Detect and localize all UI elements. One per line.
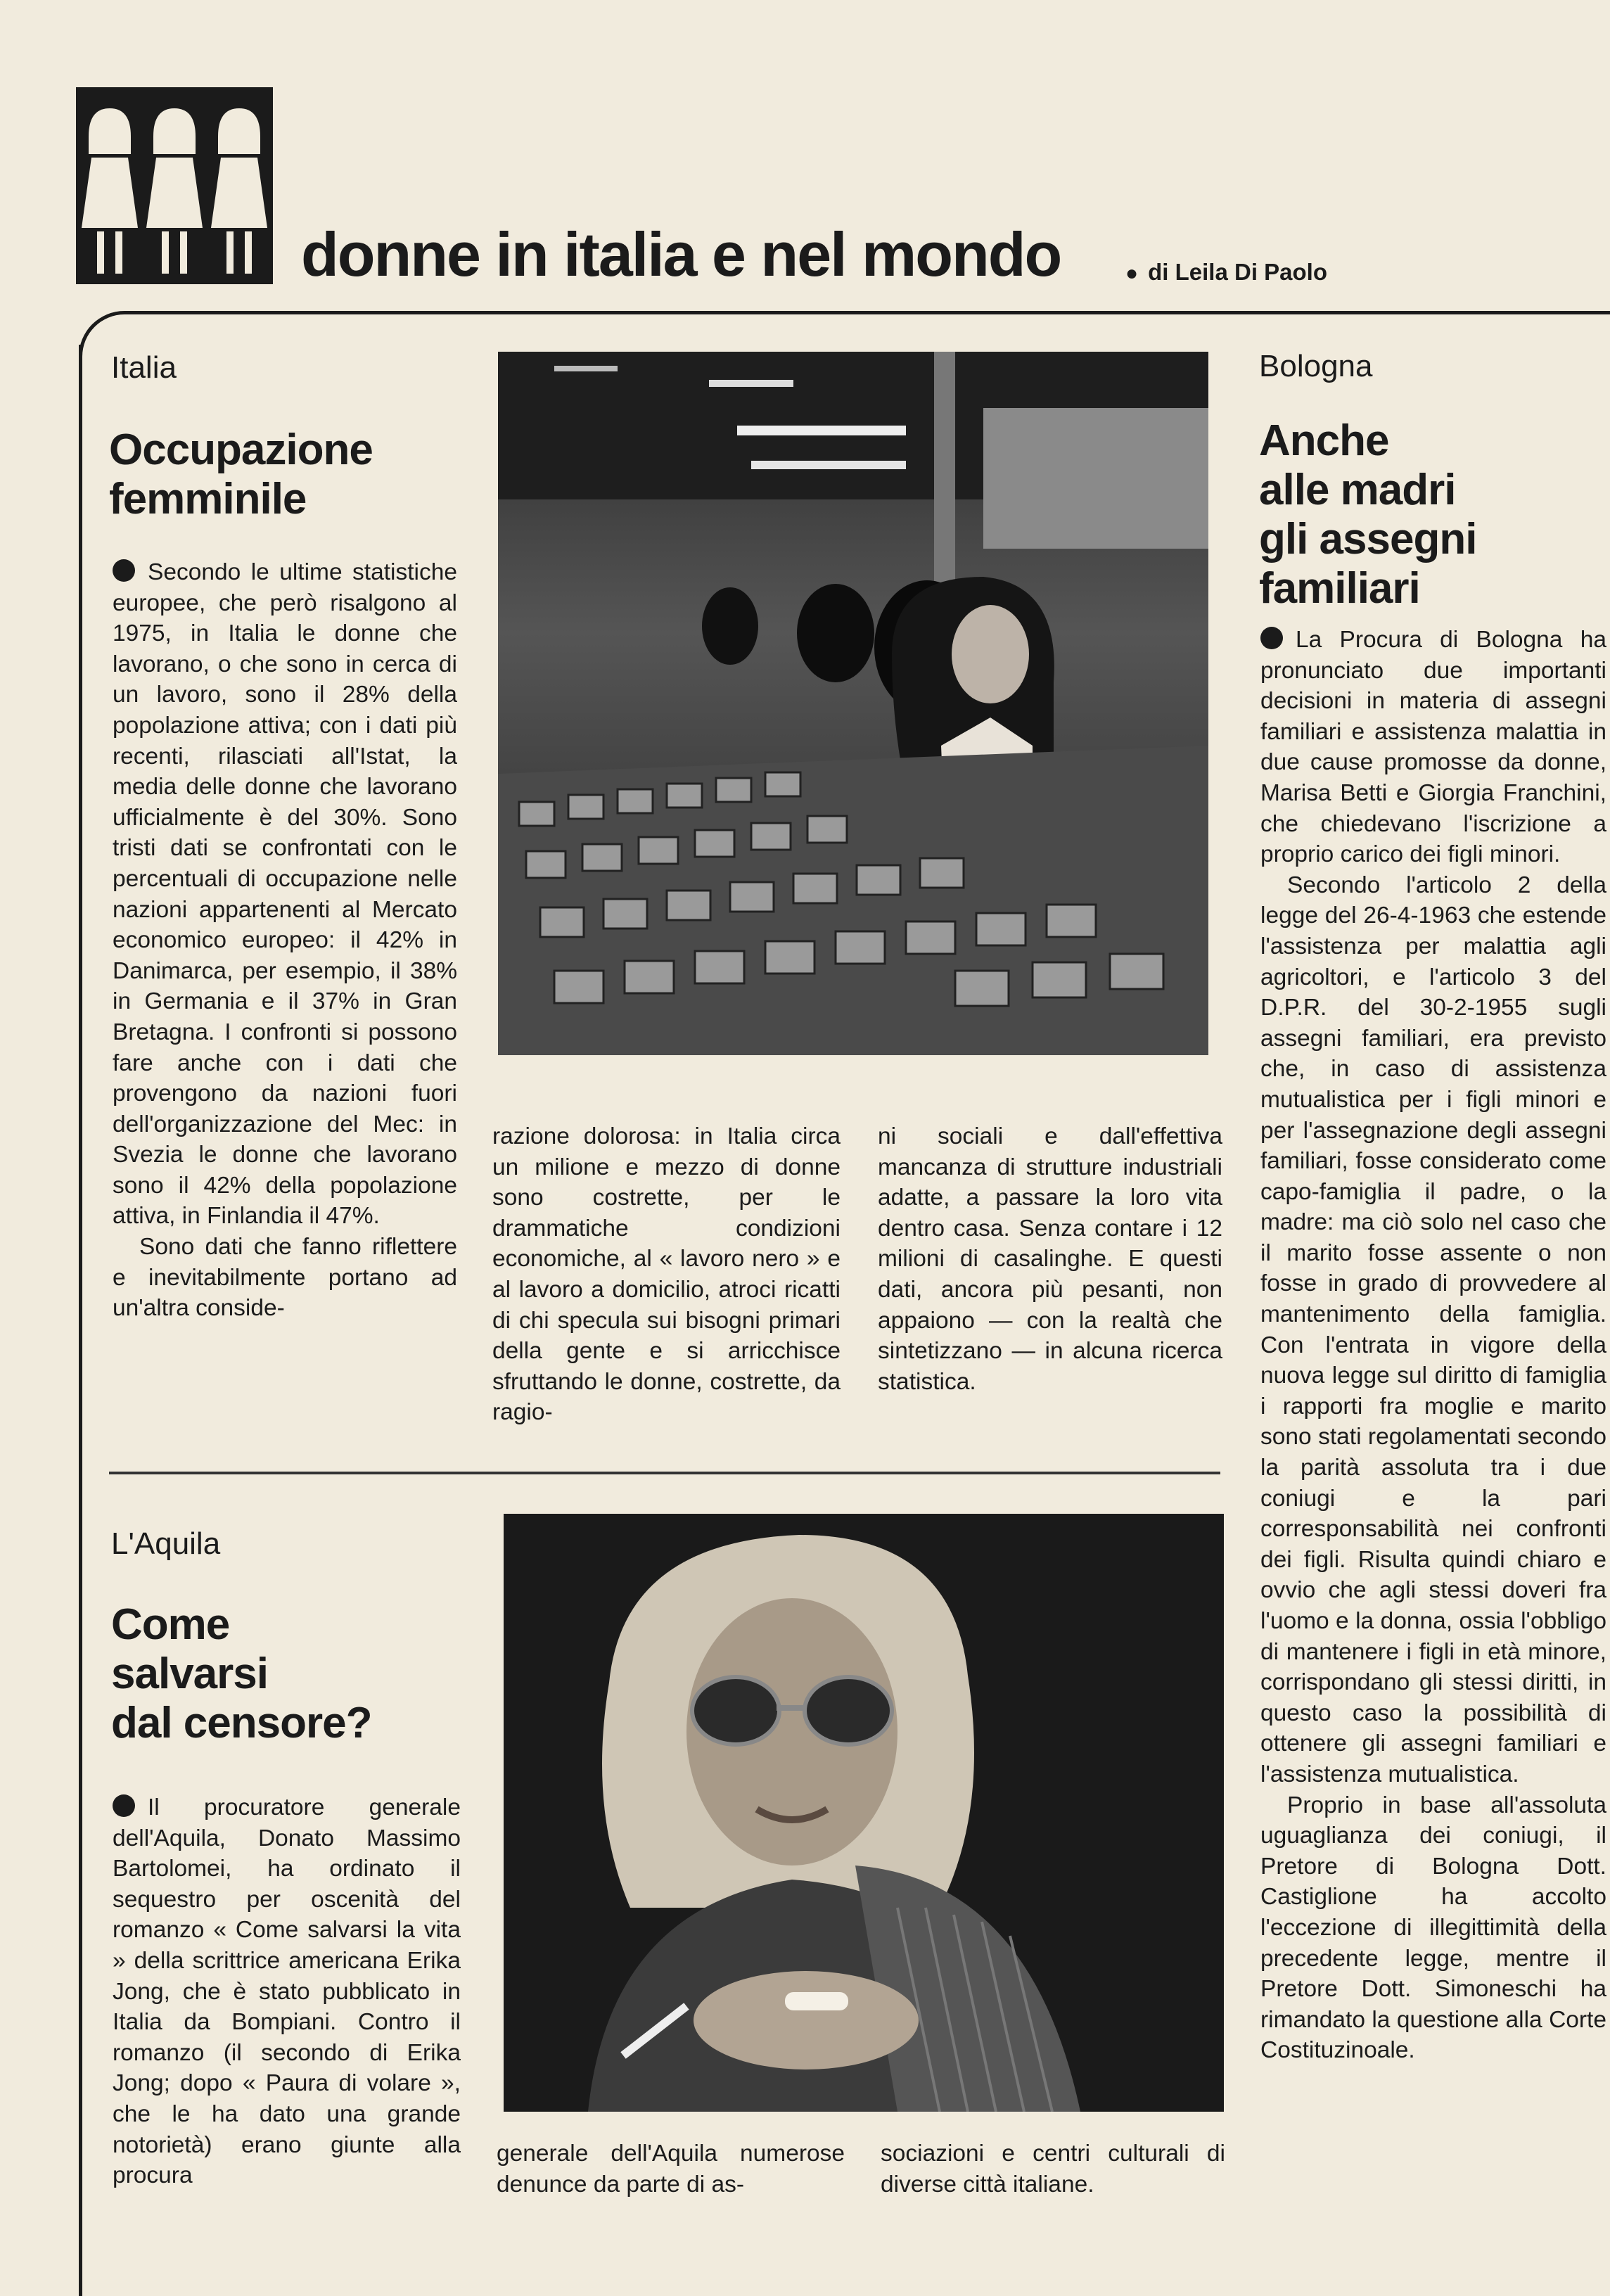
bullet-icon	[113, 559, 135, 582]
headline-line: salvarsi	[111, 1650, 268, 1699]
paragraph: Sono dati che fanno riflettere e inevitabilmente portano ad un'altra conside-	[113, 1234, 457, 1322]
headline-assegni	[1259, 416, 1590, 613]
paragraph: Secondo le ultime statistiche europee, che però risalgono al 1975, in Italia le donne che lavorano, o che sono in cerca di un lavoro, sono il 28% della popolazione attiva; con i dati più recenti, rilasciati all'Istat, la media delle donne che lavorano ufficialmente è del 30%. Sono tristi dati se confrontati con le percentuali di occupazione nelle nazioni appartenenti al Mercato economico europeo: il 42% in Danimarca, per esempio, il 38% in Germania e il 37% in Gran Bretagna. I confronti si possono fare anche con i dati che provengono da nazioni fuori dell'organizzazione del Mec: in Svezia le donne che lavorano sono il 42% della popolazione attiva, in Finlandia il 47%.	[113, 559, 457, 1230]
header-rule	[1083, 311, 1610, 314]
headline-line: familiari	[1259, 564, 1420, 613]
article-bologna	[1260, 625, 1606, 2066]
paragraph: La Procura di Bologna ha pronunciato due importanti decisioni in materia di assegni familiari e assistenza malattia in due cause promosse da donne, Marisa Betti e Giorgia Franchini, che chiedevano l'iscrizione a proprio carico dei figli minori.	[1260, 627, 1606, 868]
headline-line: Come	[111, 1600, 230, 1649]
headline-line: Occupazione	[109, 426, 373, 474]
section-label-bologna: Bologna	[1259, 349, 1373, 383]
paragraph: Secondo l'articolo 2 della legge del 26-4-1963 che estende l'assistenza per malattia agli agricoltori, e l'articolo 3 del D.P.R. del 30-2-1955 sugli assegni familiari, era previsto che, in caso di assistenza mutualistica per i figli minori e per l'assegnazione degli assegni familiari, fosse considerato come capo-famiglia il padre, o la madre: ma ciò solo nel caso che il marito fosse assente o non fosse in grado di provvedere al mantenimento della famiglia. Con l'entrata in vigore della nuova legge sul diritto di famiglia i rapporti fra moglie e marito sono stati regolamentati secondo la parità assoluta tra i due coniugi e la pari corresponsabilità nei confronti dei figli. Risulta quindi chiaro e ovvio che agli stessi doveri fra l'uomo e la donna, ossia l'obbligo di mantenere i figli in età minore, corrispondano gli stessi diritti, in questo caso la possibilità di ottenere gli assegni familiari e l'assistenza mutualistica.	[1260, 872, 1606, 1787]
headline-censore	[111, 1600, 477, 1748]
paragraph: razione dolorosa: in Italia circa un milione e mezzo di donne sono costrette, per le drammatiche condizioni economiche, al « lavoro nero » e al lavoro a domicilio, atroci ricatti di chi specula sui bisogni primari della gente e si arricchisce sfruttando le donne, costrette, da ragio-	[492, 1123, 841, 1426]
article-laquila-col2	[497, 2138, 845, 2200]
section-divider	[109, 1472, 1220, 1474]
three-women-icon	[76, 87, 273, 284]
bullet-icon	[113, 1794, 135, 1817]
byline-text: di Leila Di Paolo	[1148, 259, 1328, 285]
headline-occupazione	[109, 426, 475, 524]
headline-line: femminile	[109, 475, 307, 524]
headline-line: gli assegni	[1259, 515, 1477, 564]
headline-line: dal censore?	[111, 1699, 372, 1748]
factory-workers-photo	[498, 352, 1208, 1055]
article-italia-col2	[492, 1121, 841, 1428]
article-laquila-col1	[113, 1792, 461, 2191]
paragraph: Il procuratore generale dell'Aquila, Donato Massimo Bartolomei, ha ordinato il sequestro per oscenità del romanzo « Come salvarsi la vita » della scrittrice americana Erika Jong, che è stato pubblicato in Italia da Bompiani. Contro il romanzo (il secondo di Erika Jong; dopo « Paura di volare », che le ha dato una grande notorietà) erano giunte alla procura	[113, 1794, 461, 2189]
paragraph: sociazioni e centri culturali di diverse città italiane.	[881, 2141, 1225, 2198]
bullet-icon	[1260, 627, 1283, 649]
article-laquila-col3	[881, 2138, 1225, 2200]
section-label-italia: Italia	[111, 350, 177, 385]
frame-border-top	[79, 311, 1088, 357]
paragraph: generale dell'Aquila numerose denunce da parte di as-	[497, 2141, 845, 2198]
page-title: donne in italia e nel mondo	[301, 219, 1061, 289]
erika-jong-portrait-photo	[504, 1514, 1224, 2112]
paragraph: Proprio in base all'assoluta uguaglianza dei coniugi, il Pretore di Bologna Dott. Castiglione ha accolto l'eccezione di illegittimità della precedente legge, mentre il Pretore Dott. Simoneschi ha rimandato la questione alla Corte Costituzinoale.	[1260, 1792, 1606, 2064]
headline-line: alle madri	[1259, 466, 1456, 515]
article-italia-col1	[113, 557, 457, 1324]
paragraph: ni sociali e dall'effettiva mancanza di strutture industriali adatte, a passare la loro vita dentro casa. Senza contare i 12 milioni di casalinghe. E questi dati, ancora più pesanti, non appaiono — con la realtà che sintetizzano — in alcuna ricerca statistica.	[878, 1123, 1222, 1395]
section-label-laquila: L'Aquila	[111, 1526, 221, 1561]
byline: ● di Leila Di Paolo	[1125, 259, 1328, 285]
frame-border-left	[79, 345, 82, 2296]
headline-line: Anche	[1259, 416, 1389, 465]
article-italia-col3	[878, 1121, 1222, 1397]
